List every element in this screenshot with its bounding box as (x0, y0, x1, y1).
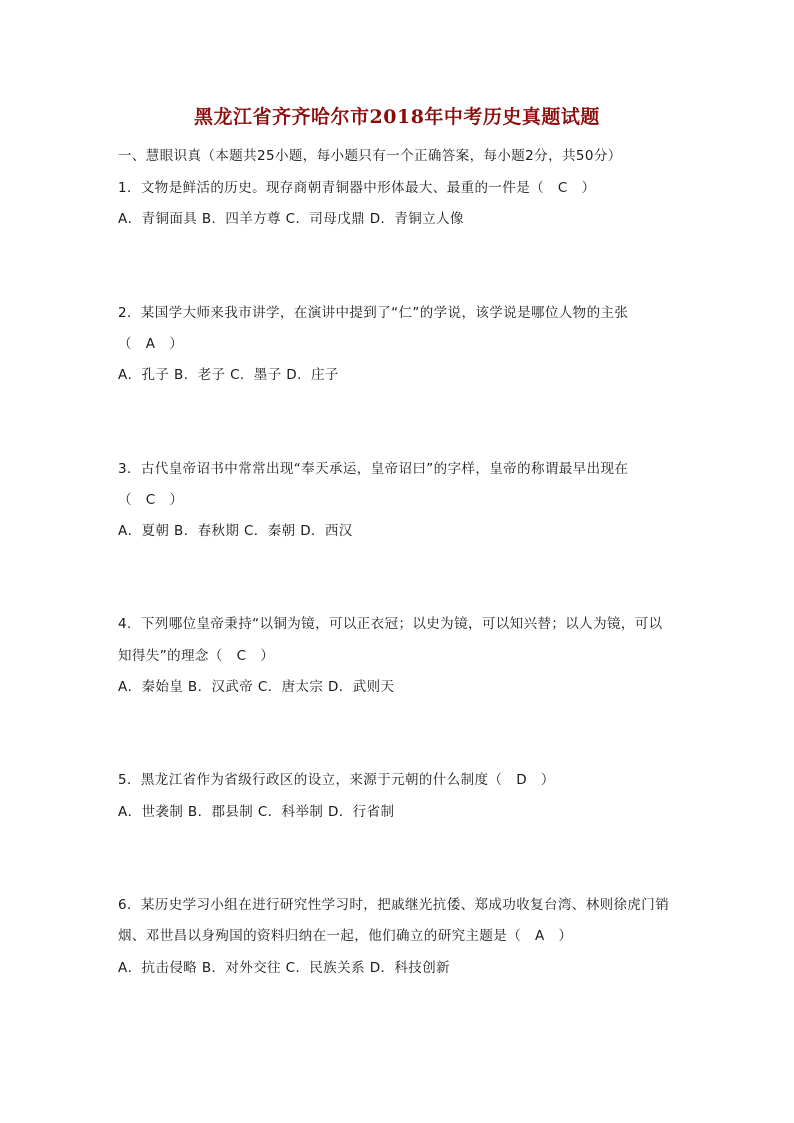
question-text: 6．某历史学习小组在进行研究性学习时，把戚继光抗倭、郑成功收复台湾、林则徐虎门销 (118, 897, 670, 913)
question-answer-line: （ C ） (118, 492, 184, 508)
question-text: 1．文物是鲜活的历史。现存商朝青铜器中形体最大、最重的一件是（ C ） (118, 180, 596, 196)
question-options: A．夏朝 B．春秋期 C．秦朝 D．西汉 (118, 523, 353, 539)
question-options: A．孔子 B．老子 C．墨子 D．庄子 (118, 367, 339, 383)
section-heading: 一、慧眼识真（本题共25小题，每小题只有一个正确答案，每小题2分，共50分） (118, 148, 622, 164)
question-answer-line: 烟、邓世昌以身殉国的资料归纳在一起，他们确立的研究主题是（ A ） (118, 928, 573, 944)
question-options: A．秦始皇 B．汉武帝 C．唐太宗 D．武则天 (118, 679, 395, 695)
question-answer-line: （ A ） (118, 336, 184, 352)
question-options: A．世袭制 B．郡县制 C．科举制 D．行省制 (118, 804, 395, 820)
question-text: 3．古代皇帝诏书中常常出现“奉天承运，皇帝诏曰”的字样，皇帝的称谓最早出现在 (118, 461, 629, 477)
question-text: 5．黑龙江省作为省级行政区的设立，来源于元朝的什么制度（ D ） (118, 772, 555, 788)
question-text: 4．下列哪位皇帝秉持“以铜为镜，可以正衣冠；以史为镜，可以知兴替；以人为镜，可以 (118, 616, 663, 632)
question-answer-line: 知得失”的理念（ C ） (118, 648, 275, 664)
question-text: 2．某国学大师来我市讲学，在演讲中提到了“仁”的学说，该学说是哪位人物的主张 (118, 305, 629, 321)
question-options: A．抗击侵略 B．对外交往 C．民族关系 D．科技创新 (118, 960, 450, 976)
exam-title: 黑龙江省齐齐哈尔市2018年中考历史真题试题 (194, 106, 600, 128)
question-options: A．青铜面具 B．四羊方尊 C．司母戊鼎 D．青铜立人像 (118, 211, 464, 227)
